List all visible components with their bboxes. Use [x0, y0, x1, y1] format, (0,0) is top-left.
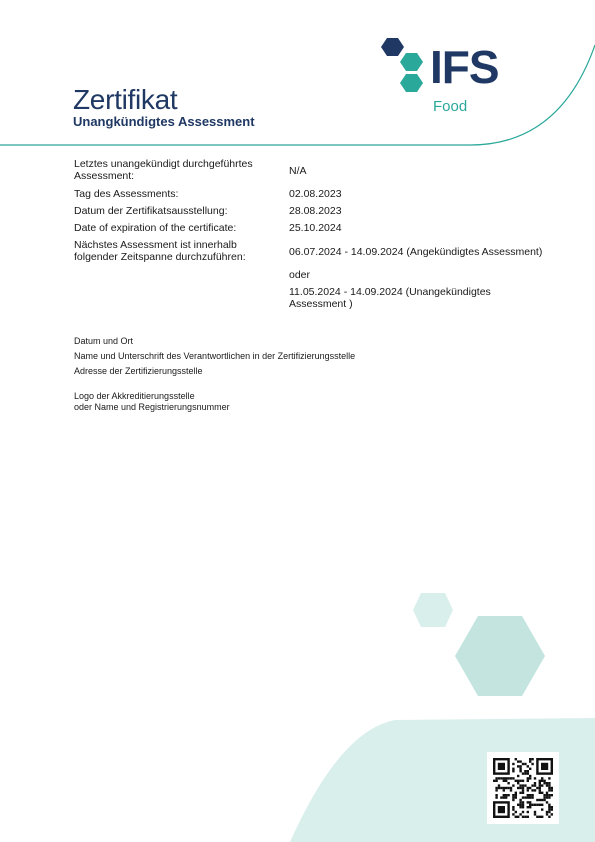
logo-ifs-text: IFS — [430, 41, 499, 93]
accreditation-logo-line-1: Logo der Akkreditierungsstelle — [74, 391, 195, 401]
page-subtitle: Unangkündigtes Assessment — [73, 114, 255, 129]
hexagon-large — [455, 616, 545, 696]
logo-food-text: Food — [433, 98, 468, 115]
issue-date-label: Datum der Zertifikatsausstellung: — [74, 205, 228, 217]
next-assessment-label: Nächstes Assessment ist innerhalb folgender Zeitspanne durchzuführen: — [74, 239, 246, 263]
logo-hex-teal-1 — [400, 53, 423, 71]
address-field: Adresse der Zertifizierungsstelle — [74, 366, 203, 376]
issue-date-value: 28.08.2023 — [289, 205, 342, 217]
or-label: oder — [289, 269, 311, 281]
date-place-field: Datum und Ort — [74, 336, 134, 346]
expiration-label: Date of expiration of the certificate: — [74, 222, 237, 234]
name-signature-field: Name und Unterschrift des Verantwortlichen in der Zertifizierungsstelle — [74, 351, 356, 361]
page-title: Zertifikat — [73, 84, 178, 115]
expiration-value: 25.10.2024 — [289, 222, 342, 234]
next-assessment-value-1: 06.07.2024 - 14.09.2024 (Angekündigtes Assessment) — [289, 246, 543, 258]
assessment-date-value: 02.08.2023 — [289, 188, 342, 200]
next-assessment-value-2: 11.05.2024 - 14.09.2024 (Unangekündigtes Assessment ) — [289, 286, 491, 310]
last-unannounced-value: N/A — [289, 165, 307, 177]
qr-code-icon — [487, 752, 559, 824]
last-unannounced-label: Letztes unangekündigt durchgeführtes Assessment: — [74, 158, 253, 182]
hexagon-small-shape — [413, 593, 453, 627]
accreditation-logo-line-2: oder Name und Registrierungsnummer — [74, 402, 230, 412]
logo-hex-teal-2 — [400, 74, 423, 92]
logo-hex-navy — [381, 38, 404, 56]
assessment-date-label: Tag des Assessments: — [74, 188, 179, 200]
